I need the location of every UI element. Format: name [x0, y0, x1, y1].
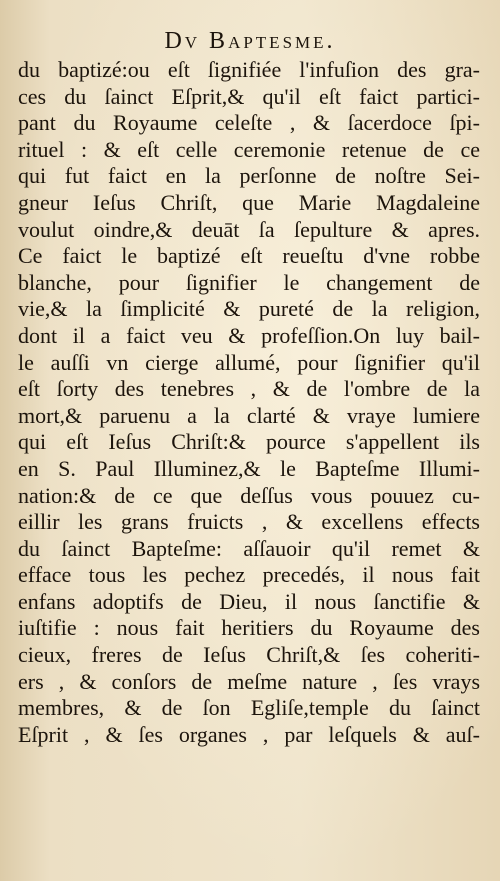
text-line-14: mort,& paruenu a la clarté & vraye lumiere — [18, 402, 480, 428]
text-line-15: qui eſt Ieſus Chriſt:& pource s'appellent ils — [18, 429, 480, 455]
text-line-22: iuſtifie : nous fait heritiers du Royaume des — [18, 615, 480, 641]
text-line-19: du ſainct Bapteſme: aſſauoir qu'il remet & — [18, 535, 480, 561]
text-line-8: Ce faict le baptizé eſt reueſtu d'vne robbe — [18, 243, 480, 269]
page-body-text — [18, 57, 480, 748]
text-line-24: ers , & conſors de meſme nature , ſes vrays — [18, 668, 480, 694]
text-line-5: qui fut faict en la perſonne de noſtre Sei- — [18, 163, 480, 189]
text-line-11: dont il a faict veu & profeſſion.On luy bail- — [18, 322, 480, 348]
text-line-12: le auſſi vn cierge allumé, pour ſignifier qu'il — [18, 349, 480, 375]
running-header: Dv Baptesme. — [164, 28, 336, 54]
text-line-4: rituel : & eſt celle ceremonie retenue de ce — [18, 136, 480, 162]
text-line-2: ces du ſainct Eſprit,& qu'il eſt faict partici- — [18, 83, 480, 109]
text-line-23: cieux, freres de Ieſus Chriſt,& ſes coheriti- — [18, 642, 480, 668]
text-line-20: efface tous les pechez precedés, il nous fait — [18, 562, 480, 588]
text-line-25: membres, & de ſon Egliſe,temple du ſainct — [18, 695, 480, 721]
text-line-9: blanche, pour ſignifier le changement de — [18, 269, 480, 295]
text-line-26: Eſprit , & ſes organes , par leſquels & auſ- — [18, 721, 480, 747]
text-line-17: nation:& de ce que deſſus vous pouuez cu- — [18, 482, 480, 508]
text-line-7: voulut oindre,& deuāt ſa ſepulture & apres. — [18, 216, 480, 242]
text-line-21: enfans adoptifs de Dieu, il nous ſanctifie & — [18, 588, 480, 614]
text-line-1: du baptizé:ou eſt ſignifiée l'infuſion des gra- — [18, 57, 480, 82]
text-line-3: pant du Royaume celeſte , & ſacerdoce ſpi- — [18, 110, 480, 136]
text-line-6: gneur Ieſus Chriſt, que Marie Magdaleine — [18, 189, 480, 215]
text-line-13: eſt ſorty des tenebres , & de l'ombre de la — [18, 376, 480, 402]
text-line-18: eillir les grans fruicts , & excellens effects — [18, 509, 480, 535]
text-line-16: en S. Paul Illuminez,& le Bapteſme Illumi- — [18, 455, 480, 481]
text-line-10: vie,& la ſimplicité & pureté de la religion, — [18, 296, 480, 322]
